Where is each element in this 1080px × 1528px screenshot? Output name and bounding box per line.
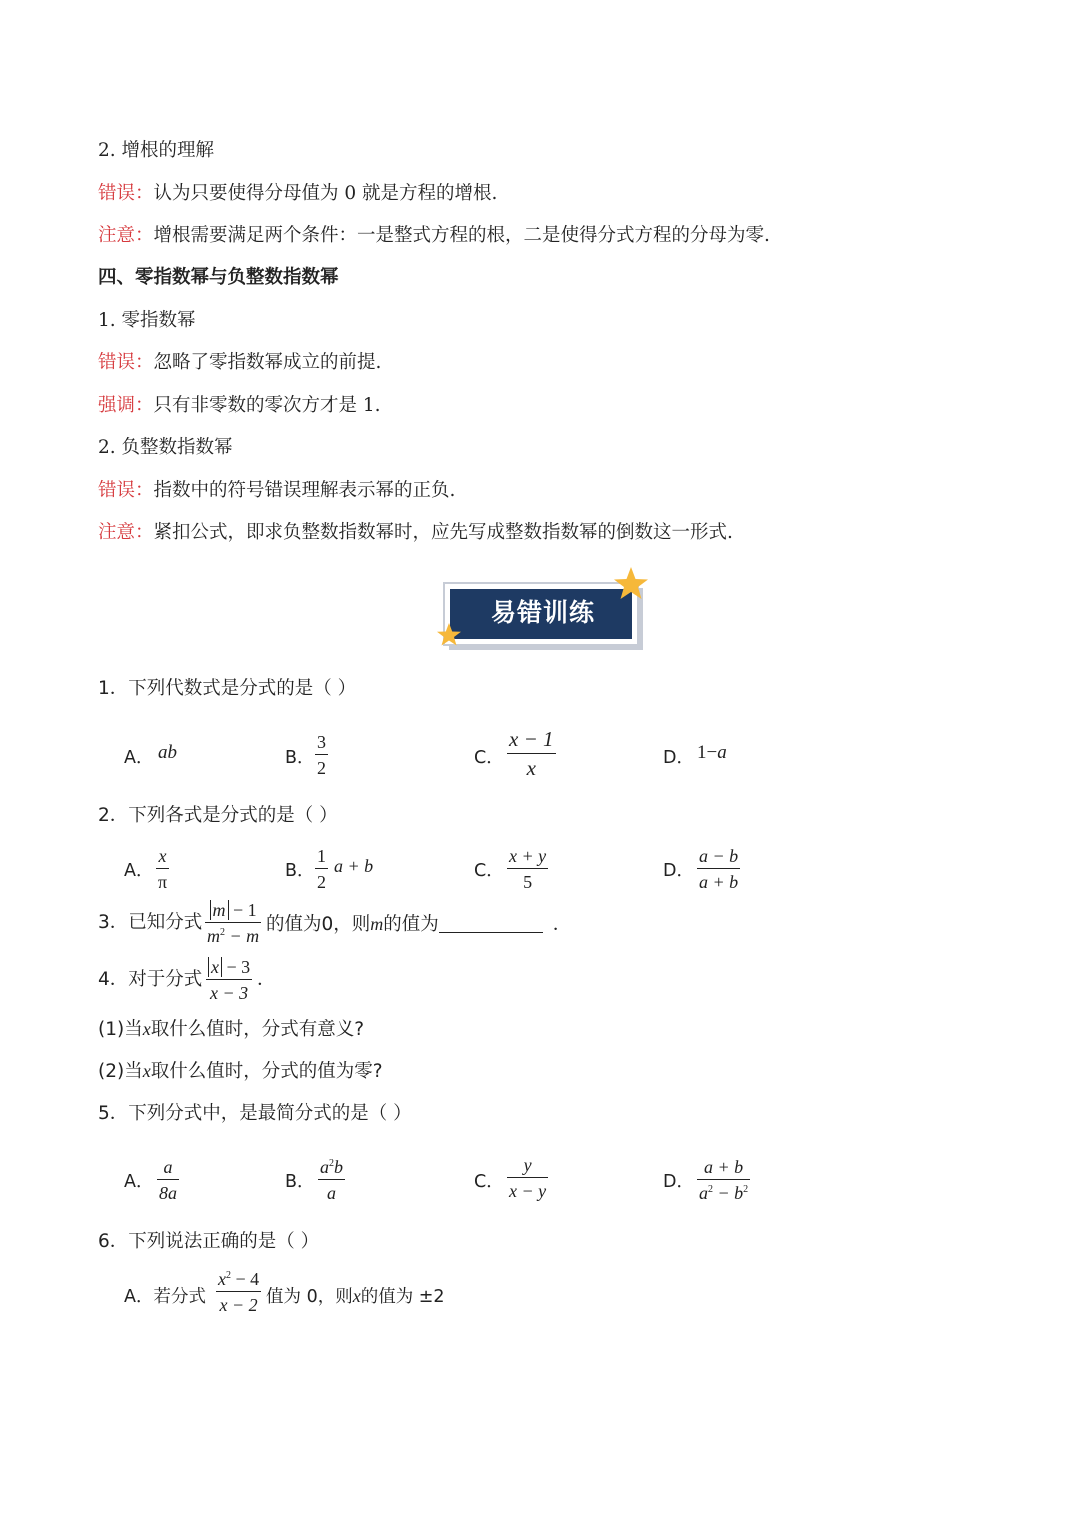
attention-note-1 [98, 227, 770, 246]
option-a-mid: 值为 0，则 [266, 1287, 353, 1307]
question-3-prefix: 3．已知分式 [98, 912, 203, 933]
emphasis-note [98, 397, 381, 416]
option-c-fraction [507, 847, 548, 891]
note-text: 忽略了零指数幂成立的前提. [153, 352, 382, 373]
option-a-fraction [156, 847, 169, 891]
option-a-fraction [157, 1158, 179, 1202]
denominator: 8a [159, 1183, 177, 1203]
option-b-fraction [315, 847, 328, 891]
sub-prefix: (2)当 [98, 1061, 143, 1082]
subsection-2-heading [98, 439, 233, 458]
denominator [697, 1180, 750, 1202]
banner-title: 易错训练 [490, 598, 595, 627]
denominator: 2 [317, 872, 326, 892]
option-b-tail: a + b [334, 856, 374, 876]
heading-text: 2. 增根的理解 [98, 140, 215, 161]
note-label: 注意： [98, 522, 154, 543]
option-d-fraction [697, 847, 740, 891]
option-a-body [266, 1283, 445, 1308]
option-a-expression: ab [158, 742, 177, 763]
heading-text: 四、零指数幂与负整数指数幂 [98, 267, 339, 288]
numerator: x − 1 [509, 727, 554, 751]
numerator-tail: − 1 [228, 900, 257, 920]
sub-variable: x [142, 1061, 151, 1081]
den-variable: − b [713, 1183, 744, 1203]
expression-variable: a [717, 742, 727, 763]
option-c-label: C． [474, 861, 504, 881]
option-d-label: D． [663, 1172, 694, 1192]
num-variable: x [218, 1269, 226, 1289]
option-a-label: A． [124, 748, 154, 768]
note-label: 注意： [98, 225, 154, 246]
section-4-heading [98, 269, 339, 288]
heading-text: 1. 零指数幂 [98, 310, 196, 331]
denominator: x − 2 [219, 1295, 258, 1315]
numerator: 3 [317, 732, 326, 752]
num-tail: − 4 [231, 1269, 260, 1289]
numerator: x + y [509, 846, 547, 866]
option-c-fraction [507, 729, 556, 779]
note-label: 错误： [98, 352, 154, 373]
error-note-2 [98, 354, 381, 373]
numerator: y [523, 1155, 532, 1175]
option-a-fraction [216, 1270, 261, 1314]
option-c-fraction [507, 1156, 548, 1200]
numerator-tail: − 3 [222, 957, 251, 977]
den-tail: − m [225, 926, 260, 946]
denominator: x [526, 756, 536, 780]
abs-variable: m [212, 900, 226, 920]
option-a-variable: x [352, 1286, 361, 1306]
exponent: 2 [329, 1158, 334, 1169]
option-a-label: A． [124, 1172, 154, 1192]
sub-variable: x [142, 1019, 151, 1039]
answer-blank[interactable] [439, 914, 543, 933]
denominator: x − y [509, 1181, 547, 1201]
attention-note-2 [98, 524, 733, 543]
option-a-suffix: 的值为 ±2 [360, 1287, 445, 1307]
question-5-stem: 5．下列分式中，是最简分式的是（ ） [98, 1103, 412, 1124]
exponent: 2 [220, 927, 225, 938]
numerator: a − b [699, 846, 739, 866]
numerator: x [158, 846, 167, 866]
option-c-label: C． [474, 1172, 504, 1192]
option-d-label: D． [663, 748, 694, 768]
numerator [206, 958, 252, 979]
question-3-variable: m [370, 914, 384, 934]
heading-text: 2. 负整数指数幂 [98, 437, 233, 458]
exponent: 2 [226, 1270, 231, 1281]
question-2-stem: 2．下列各式是分式的是（ ） [98, 805, 338, 826]
abs-variable: x [211, 957, 219, 977]
question-3-body [266, 914, 571, 935]
num-variable: a [320, 1157, 329, 1177]
question-4-end: ． [257, 969, 276, 990]
option-d-expression [697, 742, 727, 764]
numerator: a + b [704, 1157, 744, 1177]
denominator: 5 [523, 872, 533, 892]
denominator: a [327, 1183, 336, 1203]
option-a-label: A．若分式 [124, 1287, 206, 1307]
den-variable: m [207, 926, 220, 946]
denominator [205, 923, 261, 945]
question-3-suffix: 的值为 [383, 914, 439, 935]
denominator: x − 3 [210, 983, 249, 1003]
option-b-fraction [318, 1158, 345, 1202]
option-c-label: C． [474, 748, 504, 768]
denominator: a + b [699, 872, 739, 892]
num-variable: b [334, 1157, 343, 1177]
denominator: π [158, 872, 168, 892]
numerator [216, 1270, 261, 1291]
question-3-mid: 的值为0，则 [266, 914, 371, 935]
question-4-fraction [206, 958, 252, 1002]
note-label: 错误： [98, 480, 154, 501]
question-6-stem: 6．下列说法正确的是（ ） [98, 1231, 320, 1252]
note-label: 强调： [98, 395, 154, 416]
option-b-label: B． [285, 861, 315, 881]
option-b-label: B． [285, 1172, 315, 1192]
sub-suffix: 取什么值时，分式的值为零? [150, 1061, 383, 1082]
note-text: 紧扣公式，即求负整数指数幂时，应先写成整数指数幂的倒数这一形式. [153, 522, 733, 543]
section-2-heading [98, 142, 214, 161]
numerator [208, 901, 259, 922]
option-b-fraction [315, 733, 328, 777]
expression-part: 1− [697, 742, 718, 763]
sub-suffix: 取什么值时，分式有意义? [150, 1019, 365, 1040]
numerator: 1 [317, 846, 326, 866]
option-d-fraction [697, 1158, 750, 1202]
question-1-stem: 1．下列代数式是分式的是（ ） [98, 678, 357, 699]
question-3-end: ． [552, 914, 572, 935]
absolute-value [210, 900, 229, 920]
section-banner [430, 565, 660, 665]
subsection-1-heading [98, 312, 196, 331]
question-3-fraction [205, 901, 261, 945]
option-b-label: B． [285, 748, 315, 768]
absolute-value [208, 957, 222, 977]
error-note-1 [98, 185, 497, 204]
note-text: 只有非零数的零次方才是 1. [153, 395, 381, 416]
note-text: 增根需要满足两个条件：一是整式方程的根，二是使得分式方程的分母为零. [153, 225, 770, 246]
question-4-sub-1 [98, 1020, 364, 1040]
option-a-label: A． [124, 861, 154, 881]
error-note-3 [98, 482, 455, 501]
exponent: 2 [708, 1184, 713, 1195]
note-text: 认为只要使得分母值为 0 就是方程的增根. [153, 183, 498, 204]
exponent: 2 [743, 1184, 749, 1195]
den-variable: a [699, 1183, 708, 1203]
question-4-sub-2 [98, 1062, 383, 1082]
numerator [318, 1158, 345, 1179]
sub-prefix: (1)当 [98, 1019, 143, 1040]
note-text: 指数中的符号错误理解表示幂的正负. [153, 480, 456, 501]
option-d-label: D． [663, 861, 694, 881]
note-label: 错误： [98, 183, 154, 204]
numerator: a [163, 1157, 173, 1177]
denominator: 2 [317, 758, 326, 778]
question-4-prefix: 4．对于分式 [98, 969, 203, 990]
